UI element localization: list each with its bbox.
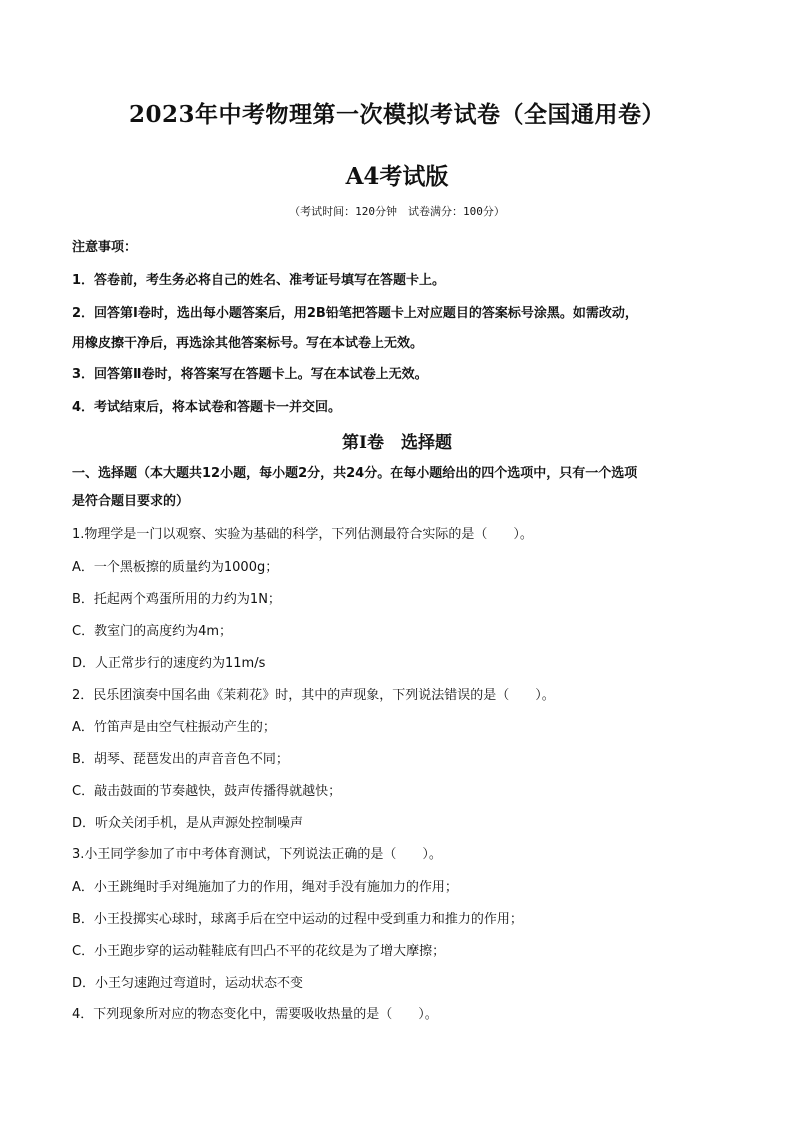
question-option: D．人正常步行的速度约为11m/s <box>72 656 266 671</box>
question-stem: 1.物理学是一门以观察、实验为基础的科学，下列估测最符合实际的是（ ）。 <box>72 527 533 542</box>
note-item: 2．回答第Ⅰ卷时，选出每小题答案后，用2B铅笔把答题卡上对应题目的答案标号涂黑。如需改动， <box>72 306 638 321</box>
question-option: A．竹笛声是由空气柱振动产生的； <box>72 720 276 735</box>
question-stem: 3.小王同学参加了市中考体育测试，下列说法正确的是（ ）。 <box>72 847 442 862</box>
question-stem: 4．下列现象所对应的物态变化中，需要吸收热量的是（ ）。 <box>72 1007 438 1022</box>
notes-heading: 注意事项： <box>72 240 138 255</box>
question-stem: 2．民乐团演奏中国名曲《茉莉花》时，其中的声现象，下列说法错误的是（ ）。 <box>72 688 555 703</box>
exam-subtitle: A4考试版 <box>345 163 449 190</box>
question-option: C．小王跑步穿的运动鞋鞋底有凹凸不平的花纹是为了增大摩擦； <box>72 944 446 959</box>
section-instruction: 一、选择题（本大题共12小题，每小题2分，共24分。在每小题给出的四个选项中，只有一个选项 <box>72 466 638 481</box>
section-title: 第Ⅰ卷 选择题 <box>342 433 452 453</box>
note-item: 1．答卷前，考生务必将自己的姓名、准考证号填写在答题卡上。 <box>72 273 446 288</box>
note-item: 3．回答第Ⅱ卷时，将答案写在答题卡上。写在本试卷上无效。 <box>72 367 428 382</box>
section-instruction: 是符合题目要求的） <box>72 494 190 509</box>
question-option: B．小王投掷实心球时，球离手后在空中运动的过程中受到重力和推力的作用； <box>72 912 523 927</box>
question-option: A．一个黑板擦的质量约为1000g； <box>72 560 279 575</box>
note-item: 用橡皮擦干净后，再选涂其他答案标号。写在本试卷上无效。 <box>72 336 424 351</box>
question-option: C．敲击鼓面的节奏越快，鼓声传播得就越快； <box>72 784 342 799</box>
exam-title: 2023年中考物理第一次模拟考试卷（全国通用卷） <box>128 101 665 128</box>
note-item: 4．考试结束后，将本试卷和答题卡一并交回。 <box>72 400 342 415</box>
question-option: C．教室门的高度约为4m； <box>72 624 233 639</box>
question-option: A．小王跳绳时手对绳施加了力的作用，绳对手没有施加力的作用； <box>72 880 458 895</box>
question-option: B．托起两个鸡蛋所用的力约为1N； <box>72 592 281 607</box>
question-option: D．听众关闭手机，是从声源处控制噪声 <box>72 816 304 831</box>
question-option: D．小王匀速跑过弯道时，运动状态不变 <box>72 976 304 991</box>
question-option: B．胡琴、琵琶发出的声音音色不同； <box>72 752 289 767</box>
exam-info: （考试时间：120分钟 试卷满分：100分） <box>289 205 505 218</box>
